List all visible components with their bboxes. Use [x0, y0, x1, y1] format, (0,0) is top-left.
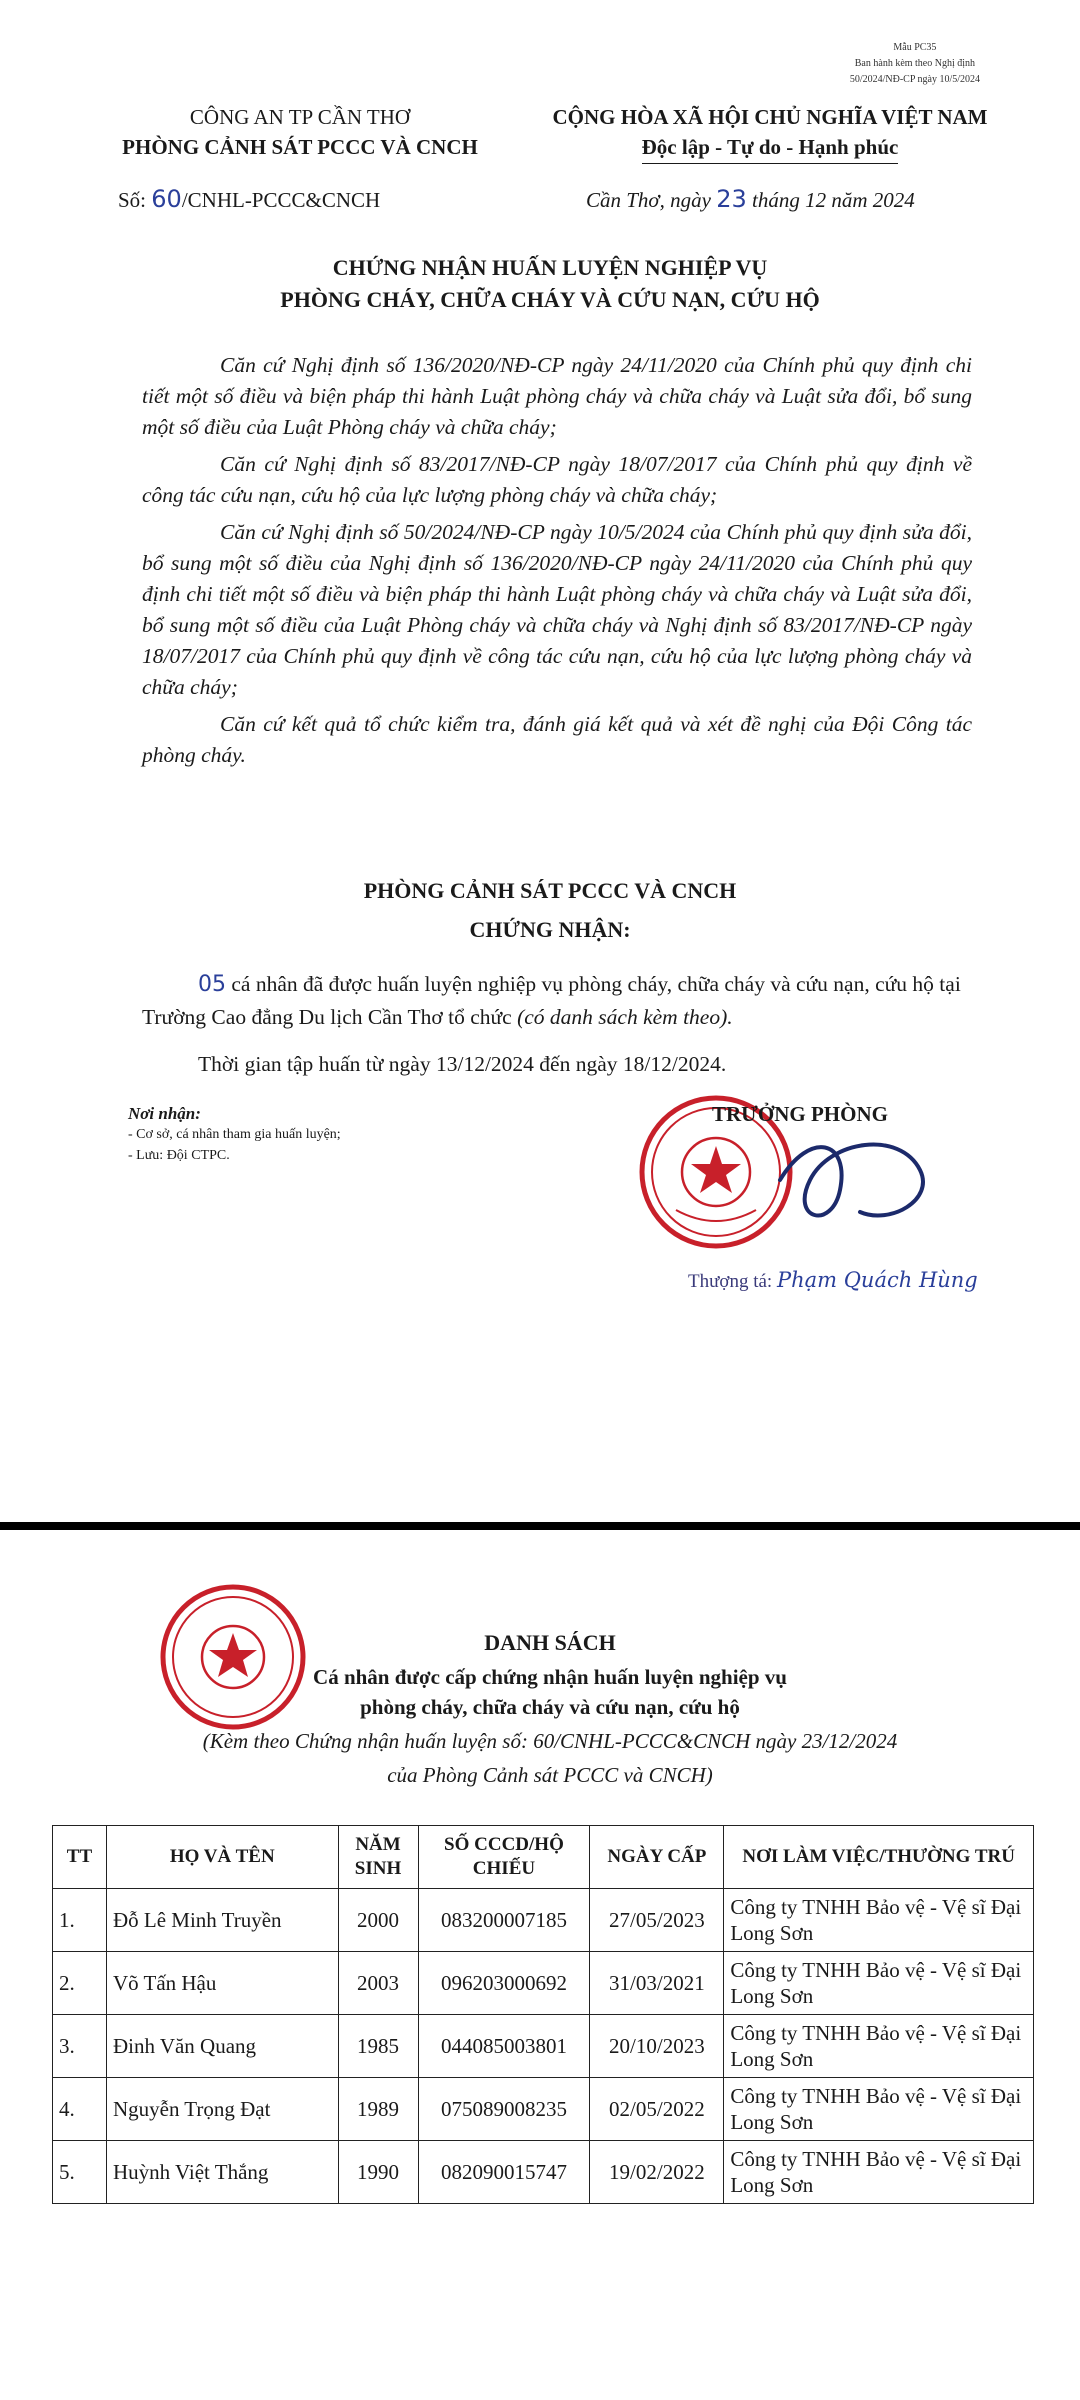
motto: Độc lập - Tự do - Hạnh phúc [642, 132, 899, 164]
col-header: HỌ VÀ TÊN [106, 1826, 338, 1889]
table-row [53, 1952, 1034, 2015]
basis-paragraph: Căn cứ Nghị định số 83/2017/NĐ-CP ngày 18/07/2017 của Chính phủ quy định về công tác cứu nạn, cứu hộ của lực lượng phòng cháy và chữa cháy; [142, 452, 972, 507]
form-note-line: Ban hành kèm theo Nghị định [854, 58, 976, 69]
form-note [850, 40, 980, 88]
col-header: NGÀY CẤP [590, 1826, 724, 1889]
signer-title: TRƯỞNG PHÒNG [712, 1102, 888, 1126]
form-note-line: Mẫu PC35 [893, 42, 937, 53]
cell-id-number: 044085003801 [418, 2015, 590, 2078]
legal-basis [142, 350, 972, 771]
date-suffix: tháng 12 năm 2024 [752, 188, 915, 212]
document-date [586, 185, 915, 213]
training-period: Thời gian tập huấn từ ngày 13/12/2024 đến ngày 18/12/2024. [198, 1052, 727, 1076]
cell-birth-year: 2000 [338, 1889, 418, 1952]
cell-issue-date: 20/10/2023 [590, 2015, 724, 2078]
cell-issue-date: 27/05/2023 [590, 1889, 724, 1952]
recipients-block [128, 1103, 341, 1166]
nation-header [520, 102, 1020, 164]
cell-index: 4. [53, 2078, 107, 2141]
list-subtitle [80, 1662, 1020, 1722]
list-note [80, 1724, 1020, 1792]
cell-id-number: 082090015747 [418, 2141, 590, 2204]
table-row [53, 2141, 1034, 2204]
col-header: TT [53, 1826, 107, 1889]
agency-parent: CÔNG AN TP CẦN THƠ [189, 105, 411, 129]
title-line: CHỨNG NHẬN HUẤN LUYỆN NGHIỆP VỤ [332, 255, 768, 280]
agency-name: PHÒNG CẢNH SÁT PCCC VÀ CNCH [122, 135, 478, 159]
doc-no-prefix: Số: [118, 188, 147, 212]
cell-name: Nguyễn Trọng Đạt [106, 2078, 338, 2141]
recipient-item: - Cơ sở, cá nhân tham gia huấn luyện; [128, 1127, 341, 1142]
note-line: (Kèm theo Chứng nhận huấn luyện số: 60/CNHL-PCCC&CNCH ngày 23/12/2024 [202, 1729, 898, 1753]
cell-workplace: Công ty TNHH Bảo vệ - Vệ sĩ Đại Long Sơn [724, 2141, 1034, 2204]
cell-index: 3. [53, 2015, 107, 2078]
cell-issue-date: 19/02/2022 [590, 2141, 724, 2204]
trainee-table [52, 1825, 1034, 2204]
recipients-label: Nơi nhận: [128, 1104, 201, 1123]
cell-index: 2. [53, 1952, 107, 2015]
cell-workplace: Công ty TNHH Bảo vệ - Vệ sĩ Đại Long Sơn [724, 1952, 1034, 2015]
cell-workplace: Công ty TNHH Bảo vệ - Vệ sĩ Đại Long Sơn [724, 2015, 1034, 2078]
count-handwritten: 05 [198, 972, 226, 997]
cell-name: Huỳnh Việt Thắng [106, 2141, 338, 2204]
certification-text [142, 968, 972, 1033]
date-prefix: Cần Thơ, ngày [586, 188, 711, 212]
col-header: NƠI LÀM VIỆC/THƯỜNG TRÚ [724, 1826, 1034, 1889]
document-title [80, 252, 1020, 316]
col-header: SỐ CCCD/HỘ CHIẾU [418, 1826, 590, 1889]
table-row [53, 1889, 1034, 1952]
cell-name: Đỗ Lê Minh Truyền [106, 1889, 338, 1952]
table-header-row [53, 1826, 1034, 1889]
basis-paragraph: Căn cứ Nghị định số 136/2020/NĐ-CP ngày 24/11/2020 của Chính phủ quy định chi tiết một số điều và biện pháp thi hành Luật phòng cháy và chữa cháy và Luật sửa đổi, bổ sung một số điều của Luật Phòng cháy và chữa cháy; [142, 353, 972, 439]
signer-name: Phạm Quách Hùng [776, 1268, 978, 1292]
cell-issue-date: 02/05/2022 [590, 2078, 724, 2141]
date-day-handwritten: 23 [716, 185, 747, 213]
subtitle-line: Cá nhân được cấp chứng nhận huấn luyện nghiệp vụ [313, 1665, 787, 1689]
certifies-heading: CHỨNG NHẬN: [469, 917, 631, 942]
form-note-line: 50/2024/NĐ-CP ngày 10/5/2024 [849, 74, 980, 85]
col-header: NĂM SINH [338, 1826, 418, 1889]
document-number [118, 185, 380, 213]
cell-index: 5. [53, 2141, 107, 2204]
cell-workplace: Công ty TNHH Bảo vệ - Vệ sĩ Đại Long Sơn [724, 2078, 1034, 2141]
nation-name: CỘNG HÒA XÃ HỘI CHỦ NGHĨA VIỆT NAM [552, 105, 988, 129]
signer-rank: Thượng tá: [688, 1271, 773, 1292]
cell-name: Võ Tấn Hậu [106, 1952, 338, 2015]
cell-workplace: Công ty TNHH Bảo vệ - Vệ sĩ Đại Long Sơn [724, 1889, 1034, 1952]
basis-paragraph: Căn cứ kết quả tổ chức kiểm tra, đánh giá kết quả và xét đề nghị của Đội Công tác phòng cháy. [142, 712, 972, 767]
cell-birth-year: 1989 [338, 2078, 418, 2141]
cell-id-number: 075089008235 [418, 2078, 590, 2141]
signature [770, 1120, 940, 1240]
doc-no-suffix: /CNHL-PCCC&CNCH [181, 188, 381, 212]
cell-id-number: 083200007185 [418, 1889, 590, 1952]
doc-no-handwritten: 60 [151, 185, 182, 213]
issuer-heading: PHÒNG CẢNH SÁT PCCC VÀ CNCH [363, 878, 737, 903]
recipient-item: - Lưu: Đội CTPC. [128, 1148, 230, 1163]
cell-issue-date: 31/03/2021 [590, 1952, 724, 2015]
subtitle-line: phòng cháy, chữa cháy và cứu nạn, cứu hộ [360, 1695, 740, 1719]
cert-body-italic: (có danh sách kèm theo). [517, 1005, 733, 1029]
cell-index: 1. [53, 1889, 107, 1952]
page-separator [0, 1522, 1080, 1530]
cell-name: Đinh Văn Quang [106, 2015, 338, 2078]
table-row [53, 2015, 1034, 2078]
cell-birth-year: 1985 [338, 2015, 418, 2078]
issuing-agency-header [80, 102, 520, 162]
note-line: của Phòng Cảnh sát PCCC và CNCH) [387, 1763, 713, 1787]
cell-birth-year: 2003 [338, 1952, 418, 2015]
cert-body: cá nhân đã được huấn luyện nghiệp vụ phòng cháy, chữa cháy và cứu nạn, cứu hộ tại Trường Cao đẳng Du lịch Cần Thơ tổ chức [142, 972, 961, 1029]
attached-list-page [0, 1530, 1080, 2400]
list-title: DANH SÁCH [484, 1630, 616, 1655]
signer [688, 1268, 978, 1293]
cell-id-number: 096203000692 [418, 1952, 590, 2015]
basis-paragraph: Căn cứ Nghị định số 50/2024/NĐ-CP ngày 10/5/2024 của Chính phủ quy định sửa đổi, bổ sung một số điều của Nghị định số 136/2020/NĐ-CP ngày 24/11/2020 của Chính phủ quy định chi tiết một số điều và biện pháp thi hành Luật phòng cháy và chữa cháy và Luật sửa đổi, bổ sung một số điều của Luật Phòng cháy và chữa cháy và Nghị định số 83/2017/NĐ-CP ngày 18/07/2017 của Chính phủ quy định về công tác cứu nạn, cứu hộ của lực lượng phòng cháy và chữa cháy; [142, 520, 972, 699]
cell-birth-year: 1990 [338, 2141, 418, 2204]
table-row [53, 2078, 1034, 2141]
title-line: PHÒNG CHÁY, CHỮA CHÁY VÀ CỨU NẠN, CỨU HỘ [280, 287, 820, 312]
